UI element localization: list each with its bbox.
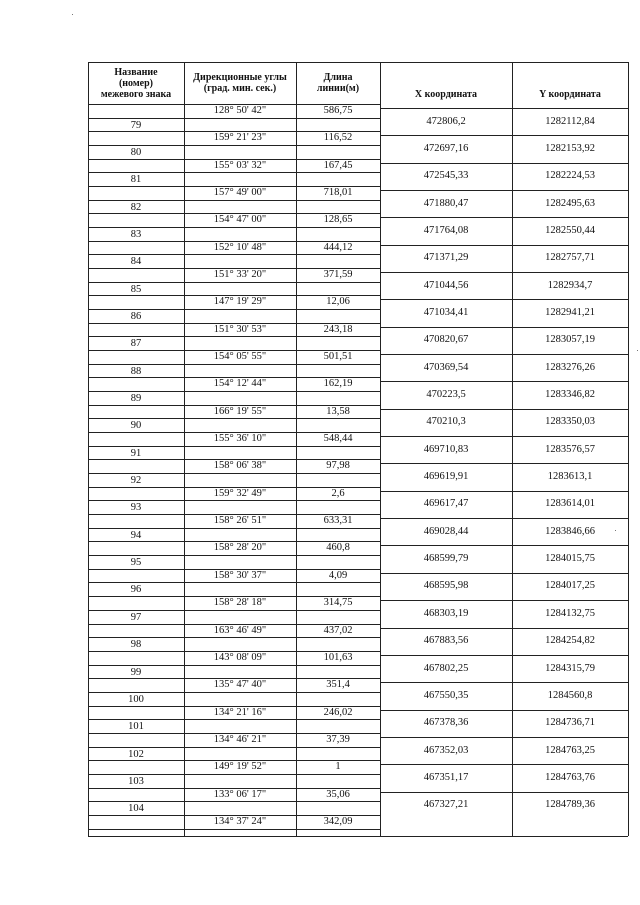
header-line: X координата: [414, 89, 478, 100]
point-row-line: [88, 801, 380, 802]
y-coordinate-cell: 1282934,7: [547, 279, 593, 291]
point-row-line: [88, 719, 380, 720]
line-length-cell: 460,8: [326, 542, 350, 554]
coordinate-row-line: [380, 217, 628, 218]
marker-name-cell: 100: [128, 693, 144, 705]
direction-angle-cell: 154° 12' 44": [213, 378, 267, 390]
marker-name-cell: 103: [128, 775, 144, 787]
line-length-cell: 371,59: [323, 269, 353, 280]
header-line: (град. мин. сек.): [203, 83, 277, 94]
point-row-line: [88, 200, 380, 201]
x-coordinate-cell: 467351,17: [423, 771, 469, 783]
direction-angle-cell: 152° 10' 48": [213, 241, 267, 253]
point-row-line: [88, 172, 380, 173]
segment-row-line: [88, 829, 380, 830]
point-row-line: [88, 582, 380, 583]
header-x-coordinate: [380, 62, 512, 104]
y-coordinate-cell: 1282112,84: [545, 115, 595, 127]
line-length-cell: 162,19: [323, 378, 353, 390]
point-row-line: [88, 473, 380, 474]
coordinate-row-line: [380, 737, 628, 738]
x-coordinate-cell: 467378,36: [423, 717, 469, 729]
table-column-line: [628, 62, 629, 836]
coordinate-row-line: [380, 710, 628, 711]
coordinate-row-line: [380, 463, 628, 464]
y-coordinate-cell: 1283057,19: [545, 334, 595, 346]
table-bottom-line: [88, 836, 628, 837]
y-coordinate-cell: 1283613,1: [547, 471, 593, 483]
line-length-cell: 351,4: [326, 679, 350, 691]
marker-name-cell: 104: [128, 803, 144, 815]
x-coordinate-cell: 469028,44: [423, 525, 469, 537]
table-top-line: [88, 62, 628, 63]
y-coordinate-cell: 1284015,75: [545, 553, 595, 565]
marker-name-cell: 91: [130, 447, 142, 459]
y-coordinate-cell: 1283276,26: [545, 361, 595, 373]
x-coordinate-cell: 467550,35: [423, 689, 469, 701]
direction-angle-cell: 143° 08' 09": [213, 651, 267, 663]
x-coordinate-cell: 468303,19: [423, 607, 469, 619]
line-length-cell: 718,01: [323, 187, 353, 198]
line-length-cell: 246,02: [323, 706, 353, 718]
y-coordinate-cell: 1282757,71: [545, 252, 595, 264]
y-coordinate-cell: 1282941,21: [545, 307, 595, 318]
y-coordinate-cell: 1284736,71: [545, 717, 595, 729]
y-coordinate-cell: 1282550,44: [545, 225, 595, 236]
line-length-cell: 501,51: [323, 351, 353, 363]
point-row-line: [88, 500, 380, 501]
x-coordinate-cell: 467883,56: [423, 635, 469, 647]
marker-name-cell: 99: [130, 666, 142, 678]
direction-angle-cell: 134° 21' 16": [213, 706, 267, 718]
point-row-line: [88, 145, 380, 146]
line-length-cell: 342,09: [323, 815, 353, 827]
line-length-cell: 548,44: [323, 433, 353, 445]
line-length-cell: 13,58: [326, 405, 350, 417]
marker-name-cell: 85: [130, 283, 142, 295]
line-length-cell: 128,65: [323, 214, 353, 226]
x-coordinate-cell: 469617,47: [423, 498, 469, 510]
y-coordinate-cell: 1283350,03: [545, 416, 595, 428]
line-length-cell: 97,98: [326, 460, 350, 472]
marker-name-cell: 87: [130, 338, 142, 350]
y-coordinate-cell: 1283846,66: [545, 525, 595, 537]
coordinate-row-line: [380, 409, 628, 410]
direction-angle-cell: 134° 46' 21": [213, 733, 267, 745]
header-line: Дирекционные углы: [193, 72, 287, 83]
point-row-line: [88, 309, 380, 310]
direction-angle-cell: 151° 30' 53": [213, 323, 267, 335]
line-length-cell: 35,06: [326, 788, 350, 800]
marker-name-cell: 101: [128, 721, 144, 733]
coordinate-row-line: [380, 573, 628, 574]
x-coordinate-cell: 471371,29: [423, 252, 469, 264]
direction-angle-cell: 158° 26' 51": [213, 515, 267, 527]
y-coordinate-cell: 1283576,57: [545, 443, 595, 455]
line-length-cell: 586,75: [323, 105, 353, 116]
direction-angle-cell: 155° 03' 32": [213, 159, 267, 171]
point-row-line: [88, 774, 380, 775]
coordinate-row-line: [380, 327, 628, 328]
header-line: линии(м): [316, 83, 360, 94]
x-coordinate-cell: 472806,2: [426, 115, 466, 127]
y-coordinate-cell: 1284132,75: [545, 607, 595, 619]
marker-name-cell: 93: [130, 502, 142, 514]
direction-angle-cell: 151° 33' 20": [213, 269, 267, 280]
y-coordinate-cell: 1284763,25: [545, 744, 595, 756]
line-length-cell: 167,45: [323, 159, 353, 171]
coordinate-row-line: [380, 682, 628, 683]
y-coordinate-cell: 1282224,53: [545, 170, 595, 182]
coordinate-row-line: [380, 163, 628, 164]
header-line: Y координата: [539, 89, 601, 100]
y-coordinate-cell: 1284315,79: [545, 662, 595, 674]
header-line: Длина: [323, 72, 353, 83]
point-row-line: [88, 528, 380, 529]
x-coordinate-cell: 471044,56: [423, 279, 469, 291]
x-coordinate-cell: 471034,41: [423, 307, 469, 318]
point-row-line: [88, 665, 380, 666]
marker-name-cell: 94: [130, 529, 142, 541]
x-coordinate-cell: 470820,67: [423, 334, 469, 346]
line-length-cell: 116,52: [323, 132, 353, 144]
point-row-line: [88, 747, 380, 748]
direction-angle-cell: 155° 36' 10": [213, 433, 267, 445]
y-coordinate-cell: 1284789,36: [545, 799, 595, 811]
marker-name-cell: 98: [130, 639, 142, 651]
point-row-line: [88, 282, 380, 283]
line-length-cell: 4,09: [328, 569, 348, 581]
coordinate-row-line: [380, 245, 628, 246]
line-length-cell: 243,18: [323, 323, 353, 335]
point-row-line: [88, 336, 380, 337]
marker-name-cell: 90: [130, 420, 142, 432]
marker-name-cell: 86: [130, 311, 142, 322]
coordinate-row-line: [380, 436, 628, 437]
direction-angle-cell: 154° 47' 00": [213, 214, 267, 226]
y-coordinate-cell: 1284254,82: [545, 635, 595, 647]
coordinate-row-line: [380, 628, 628, 629]
coordinate-row-line: [380, 792, 628, 793]
point-row-line: [88, 637, 380, 638]
point-row-line: [88, 418, 380, 419]
y-coordinate-cell: 1282495,63: [545, 197, 595, 209]
marker-name-cell: 97: [130, 611, 142, 623]
direction-angle-cell: 154° 05' 55": [213, 351, 267, 363]
x-coordinate-cell: 470369,54: [423, 361, 469, 373]
line-length-cell: 1: [335, 761, 341, 773]
coordinate-row-line: [380, 545, 628, 546]
direction-angle-cell: 159° 32' 49": [213, 487, 267, 499]
coordinate-row-line: [380, 190, 628, 191]
coordinate-row-line: [380, 354, 628, 355]
x-coordinate-cell: 470223,5: [426, 389, 466, 401]
x-coordinate-cell: 468599,79: [423, 553, 469, 565]
marker-name-cell: 102: [128, 748, 144, 760]
direction-angle-cell: 147° 19' 29": [213, 296, 267, 308]
point-row-line: [88, 610, 380, 611]
line-length-cell: 37,39: [326, 733, 350, 745]
line-length-cell: 101,63: [323, 651, 353, 663]
header-line-length: [296, 62, 380, 104]
x-coordinate-cell: 471880,47: [423, 197, 469, 209]
point-row-line: [88, 446, 380, 447]
coordinate-row-line: [380, 764, 628, 765]
y-coordinate-cell: 1283614,01: [545, 498, 595, 510]
coordinate-row-line: [380, 135, 628, 136]
direction-angle-cell: 157° 49' 00": [213, 187, 267, 198]
coordinate-row-line: [380, 272, 628, 273]
line-length-cell: 314,75: [323, 597, 353, 609]
direction-angle-cell: 158° 28' 18": [213, 597, 267, 609]
x-coordinate-cell: 467352,03: [423, 744, 469, 756]
x-coordinate-cell: 472545,33: [423, 170, 469, 182]
point-row-line: [88, 118, 380, 119]
point-row-line: [88, 227, 380, 228]
marker-name-cell: 79: [130, 119, 142, 131]
line-length-cell: 2,6: [331, 487, 345, 499]
line-length-cell: 444,12: [323, 241, 353, 253]
marker-name-cell: 84: [130, 256, 142, 268]
x-coordinate-cell: 472697,16: [423, 143, 469, 154]
x-coordinate-cell: 468595,98: [423, 580, 469, 592]
direction-angle-cell: 134° 37' 24": [213, 815, 267, 827]
coordinate-row-line: [380, 600, 628, 601]
x-coordinate-cell: 467802,25: [423, 662, 469, 674]
point-row-line: [88, 391, 380, 392]
coordinate-row-line: [380, 299, 628, 300]
y-coordinate-cell: 1282153,92: [545, 143, 595, 154]
marker-name-cell: 96: [130, 584, 142, 596]
coordinate-row-line: [380, 518, 628, 519]
marker-name-cell: 82: [130, 201, 142, 213]
x-coordinate-cell: 470210,3: [426, 416, 466, 428]
header-line: (номер): [118, 77, 154, 89]
header-line: Название: [114, 66, 158, 78]
x-coordinate-cell: 471764,08: [423, 225, 469, 236]
y-coordinate-cell: 1284763,76: [545, 771, 595, 783]
y-coordinate-cell: 1284017,25: [545, 580, 595, 592]
point-row-line: [88, 692, 380, 693]
coordinate-row-line: [380, 381, 628, 382]
coordinate-row-line: [380, 655, 628, 656]
x-coordinate-cell: 469710,83: [423, 443, 469, 455]
line-length-cell: 633,31: [323, 515, 353, 527]
direction-angle-cell: 158° 06' 38": [213, 460, 267, 472]
scan-speck: [72, 14, 73, 15]
direction-angle-cell: 133° 06' 17": [213, 788, 267, 800]
y-coordinate-cell: 1284560,8: [547, 689, 593, 701]
line-length-cell: 12,06: [326, 296, 350, 308]
x-coordinate-cell: 467327,21: [423, 799, 469, 811]
point-row-line: [88, 364, 380, 365]
coordinate-row-line: [380, 108, 628, 109]
marker-name-cell: 80: [130, 147, 142, 158]
coordinate-row-line: [380, 491, 628, 492]
marker-name-cell: 88: [130, 365, 142, 377]
marker-name-cell: 81: [130, 174, 142, 186]
boundary-coordinates-table: [88, 62, 628, 836]
header-marker-name: [88, 62, 184, 104]
header-line: межевого знака: [100, 88, 172, 100]
x-coordinate-cell: 469619,91: [423, 471, 469, 483]
line-length-cell: 437,02: [323, 624, 353, 636]
direction-angle-cell: 135° 47' 40": [213, 679, 267, 691]
header-y-coordinate: [512, 62, 628, 104]
direction-angle-cell: 163° 46' 49": [213, 624, 267, 636]
point-row-line: [88, 555, 380, 556]
direction-angle-cell: 158° 28' 20": [213, 542, 267, 554]
marker-name-cell: 95: [130, 557, 142, 569]
scan-speck: [637, 350, 638, 351]
y-coordinate-cell: 1283346,82: [545, 389, 595, 401]
direction-angle-cell: 159° 21' 23": [213, 132, 267, 144]
marker-name-cell: 89: [130, 393, 142, 405]
marker-name-cell: 83: [130, 229, 142, 240]
direction-angle-cell: 166° 19' 55": [213, 405, 267, 417]
direction-angle-cell: 158° 30' 37": [213, 569, 267, 581]
point-row-line: [88, 254, 380, 255]
marker-name-cell: 92: [130, 475, 142, 487]
direction-angle-cell: 128° 50' 42": [213, 105, 267, 116]
header-direction-angle: [184, 62, 296, 104]
direction-angle-cell: 149° 19' 52": [213, 761, 267, 773]
